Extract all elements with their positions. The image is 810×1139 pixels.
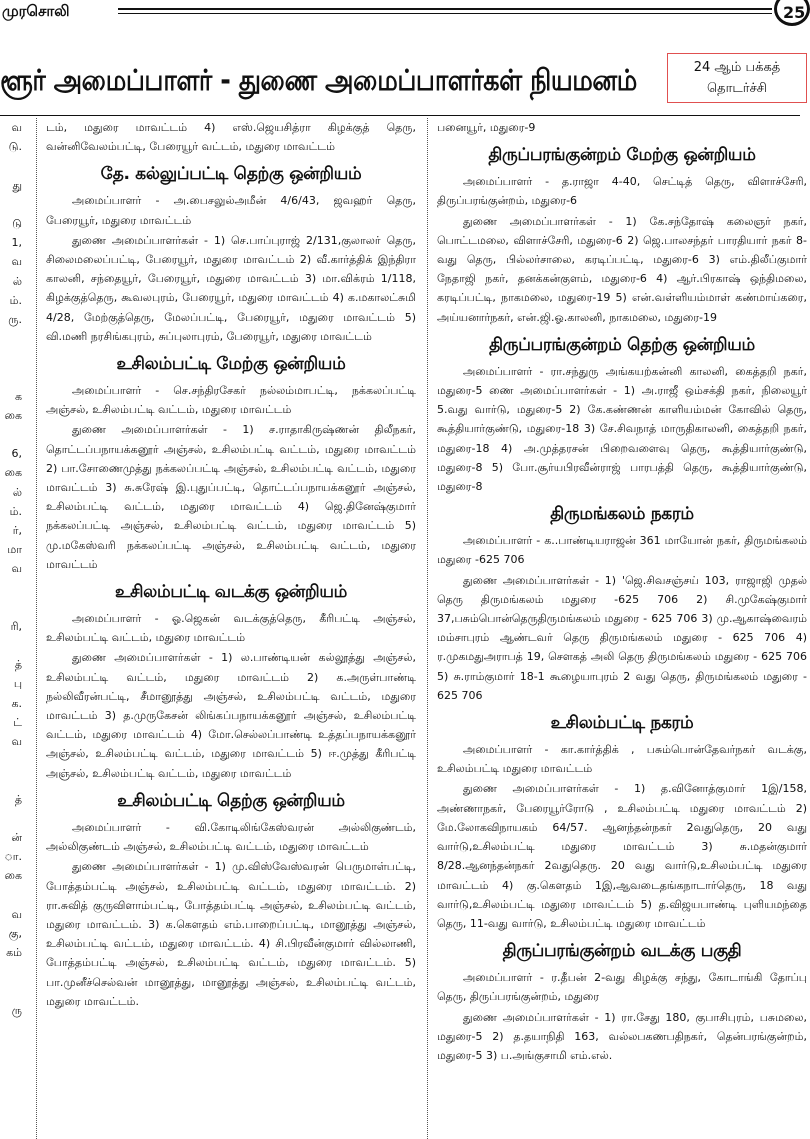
cropped-text-fragment: டு <box>12 216 22 230</box>
article-paragraph: துணை அமைப்பாளர்கள் - 1) ரா.சேது 180, குபாசிபுரம், பசுமலை, மதுரை-5 2) த.தயாநிதி 163, வல்லபகணபதிநகர், தென்பரங்குன்றம், மதுரை-5 3) ப.அங்குசாமி எம்.எல். <box>437 1010 807 1062</box>
cropped-text-fragment: ல் <box>12 274 22 288</box>
continuation-line-1: 24 ஆம் பக்கத் <box>693 60 781 75</box>
cropped-text-fragment: கு, <box>8 926 22 940</box>
article-paragraph: அமைப்பாளர் - த.ராஜா 4-40, செட்டித் தெரு, விளாச்சேரி, திருப்பரங்குன்றம், மதுரை-6 <box>437 175 807 208</box>
article-paragraph: அமைப்பாளர் - க..பாண்டியராஜன் 361 மாயோன் நகர், திருமங்கலம் மதுரை -625 706 <box>437 534 807 567</box>
cropped-text-fragment: வ <box>11 121 22 134</box>
cropped-text-fragment: வ <box>11 735 22 748</box>
cropped-text-fragment: த் <box>14 658 22 672</box>
section-heading: தே. கல்லுப்பட்டி தெற்கு ஒன்றியம் <box>100 164 362 185</box>
article-paragraph: துணை அமைப்பாளர்கள் - 1) மு.விஸ்வேஸ்வரன் பெருமாள்பட்டி, போத்தம்பட்டி அஞ்சல், உசிலம்பட்டி வட்டம், மதுரை மாவட்டம். 2) ரா.சுவித் குருவிளாம்பட்டி, போத்தம்பட்டி அஞ்சல், உசிலம்பட்டி வட்டம், மதுரை மாவட்டம். 3) க.கௌதம் எம்.பாறைப்பட்டி, மானூத்து அஞ்சல், உசிலம்பட்டி வட்டம், மதுரை மாவட்டம். 4) சி.பிரவீன்குமார் வில்லாணி, போத்தம்பட்டி அஞ்சல், உசிலம்பட்டி வட்டம், மதுரை மாவட்டம். 5) பா.முனீச்செல்வன் மானூத்து, மானூத்து அஞ்சல், உசிலம்பட்டி வட்டம், மதுரை மாவட்டம். <box>46 860 416 1008</box>
section-heading: உசிலம்பட்டி தெற்கு ஒன்றியம் <box>117 790 345 811</box>
cropped-text-fragment: வ <box>11 255 22 269</box>
cropped-text-fragment: ா. <box>4 850 22 864</box>
cropped-text-fragment: வ <box>11 907 22 921</box>
article-paragraph: துணை அமைப்பாளர்கள் - 1) கே.சந்தோஷ் கலைஞர் நகர், பொட்டமலை, விளாச்சேரி, மதுரை-6 2) ஜெ.பாலசந்தர் பாரதியார் நகர் 8-வது தெரு, பில்லர்சாலை, கரடிப்பட்டி, மதுரை-6 3) எம்.திலீப்குமார் நேதாஜி நகர், தனக்கன்குளம், மதுரை-6 4) ஆர்.பிரகாஷ் ஒந்திமலை, கரடிப்பட்டி, நாகமலை, மதுரை-19 5) என்.வள்ளியம்மாள் கண்மாய்கரை, அய்யனார்நகர், என்.ஜி.ஓ.காலனி, நாகமலை, மதுரை-19 <box>437 214 807 324</box>
section-heading: உசிலம்பட்டி வடக்கு ஒன்றியம் <box>115 582 347 603</box>
cropped-text-fragment: மா <box>7 543 22 557</box>
cropped-text-fragment: து <box>12 178 22 192</box>
cropped-text-fragment: ரி, <box>10 619 22 633</box>
article-paragraph: அமைப்பாளர் - ரா.சந்துரு அங்கயற்கன்னி காலனி, கைத்தறி நகர், மதுரை-5 ணை அமைப்பாளர்கள் - 1) அ.ராஜீ ஒம்சக்தி நகர், நிலையூர் 5.வது வார்டு, மதுரை-5 2) கே.கண்ணன் காளியம்மன் கோவில் தெரு, கூத்தியார்குண்டு, மதுரை-18 3) சே.சிவநாத் மாருதிகாலனி, கைத்தறி நகர், மதுரை-18 4) அ.முத்தரசன் பிறைவளைவு தெரு, கூத்தியார்குண்டு, மதுரை-8 5) போ.சூர்யபிரவீன்ராஜ் பாரபத்தி தெரு, கூத்தியார்குண்டு, மதுரை-8 <box>437 364 807 494</box>
cropped-text-fragment: கை <box>4 408 22 422</box>
headline-rule <box>0 115 800 116</box>
cropped-text-fragment: 6, <box>11 447 22 461</box>
article-paragraph: துணை அமைப்பாளர்கள் - 1) த.வினோத்குமார் 1இ/158, அண்ணாநகர், பேரையூர்ரோடு , உசிலம்பட்டி மதுரை மாவட்டம் 2) மே.லோகவிநாயகம் 64/57. ஆனந்தன்நகர் 2வதுதெரு, 20 வது வார்டு,உசிலம்பட்டி மதுரை மாவட்டம் 3) சு.மதன்குமார் 8/28.ஆனந்தன்நகர் 2வதுதெரு. 20 வது வார்டு,உசிலம்பட்டி மதுரை மாவட்டம் 4) கு.கௌதம் 1இ,ஆவடைதங்கநாடார்தெரு, 18 வது வார்டு,உசிலம்பட்டி மதுரை மாவட்டம் 5) த.விஜயபாண்டி புளியமந்தை தெரு, 11-வது வார்டு, உசிலம்பட்டி மதுரை மாவட்டம் <box>437 782 807 930</box>
masthead-rule <box>118 8 772 10</box>
cropped-text-fragment: கை <box>4 466 22 480</box>
page-number-badge: 25 <box>774 0 810 26</box>
middle-column <box>46 118 416 1139</box>
cropped-text-fragment: வ <box>11 562 22 576</box>
section-heading: உசிலம்பட்டி நகரம் <box>550 713 694 734</box>
right-column <box>437 118 807 1139</box>
column-divider <box>427 118 428 1139</box>
cropped-text-fragment: க. <box>11 696 22 710</box>
cropped-text-fragment: பு <box>13 677 22 691</box>
column-divider <box>36 118 37 1139</box>
article-paragraph: துணை அமைப்பாளர்கள் - 1) ச.ராதாகிருஷ்ணன் திலீநகர், தொட்டப்பநாயக்கனூர் அஞ்சல், உசிலம்பட்டி வட்டம், மதுரை மாவட்டம் 2) பா.சோணைமுத்து நக்கலப்பட்டி அஞ்சல், உசிலம்பட்டி வட்டம், மதுரை மாவட்டம் 3) சு.சுரேஷ் இ.புதுப்பட்டி, தொட்டப்பநாயக்கனூர் அஞ்சல், உசிலம்பட்டி வட்டம், மதுரை மாவட்டம் 4) ஜெ.தினேஷ்குமார் நக்கலப்பட்டி அஞ்சல், உசிலம்பட்டி வட்டம், மதுரை மாவட்டம் 5) மு.மகேஸ்வரி நக்கலப்பட்டி அஞ்சல், உசிலம்பட்டி வட்டம், மதுரை மாவட்டம் <box>46 423 416 571</box>
cropped-text-fragment <box>0 809 22 828</box>
article-paragraph: அமைப்பாளர் - அ.பைசலுல்அமீன் 4/6/43, ஜவஹர் தெரு, பேரையூர், மதுரை மாவட்டம் <box>46 194 416 227</box>
cropped-text-fragment: க <box>14 389 22 403</box>
cropped-text-fragment: கை <box>4 869 22 883</box>
article-paragraph: துணை அமைப்பாளர்கள் - 1) 'ஜெ.சிவசஞ்சய் 103, ராஜாஜி முதல் தெரு திருமங்கலம் மதுரை -625 706 2) சி.முகேஷ்குமார் 37,பசும்பொன்தெருதிருமங்கலம் மதுரை - 625 706 3) மு.ஆகாஷ்வைரம் மம்சாபுரம் ஆண்டவர் தெரு திருமங்கலம் மதுரை - 625 706 4) ர.முகமதுஅராபத் 19, சௌகத் அலி தெரு திருமங்கலம் மதுரை - 625 706 5) சு.ராம்குமார் 18-1 கூழையாபுரம் 2 வது தெரு, திருமங்கலம் மதுரை - 625 706 <box>437 573 807 702</box>
article-paragraph: அமைப்பாளர் - ஓ.ஜெகன் வடக்குத்தெரு, கீரிபட்டி அஞ்சல், உசிலம்பட்டி வட்டம், மதுரை மாவட்டம் <box>46 612 416 645</box>
article-paragraph: அமைப்பாளர் - ர.தீபன் 2-வது கிழக்கு சந்து, கோடாங்கி தோப்பு தெரு, திருப்பரங்குன்றம், மதுரை <box>437 971 807 1004</box>
newspaper-name: முரசொலி <box>2 2 70 20</box>
cropped-text-fragment <box>0 770 22 789</box>
cropped-text-fragment <box>0 598 22 617</box>
masthead <box>0 0 806 24</box>
article-paragraph: அமைப்பாளர் - கா.கார்த்திக் , பசும்பொன்தேவர்நகர் வடக்கு, உசிலம்பட்டி மதுரை மாவட்டம் <box>437 743 807 776</box>
article-paragraph: டம், மதுரை மாவட்டம் 4) எஸ்.ஜெயசித்ரா கிழக்குத் தெரு, வன்னிவேலம்பட்டி, பேரையூர் வட்டம், மதுரை மாவட்டம் <box>46 121 416 154</box>
cropped-text-fragment <box>0 195 22 214</box>
cropped-text-fragment: 1, <box>11 236 22 250</box>
cropped-text-fragment <box>0 579 22 598</box>
section-heading: உசிலம்பட்டி மேற்கு ஒன்றியம் <box>116 354 346 375</box>
section-heading: திருப்பரங்குன்றம் மேற்கு ஒன்றியம் <box>488 145 756 166</box>
article-paragraph: அமைப்பாளர் - வி.கோடிலிங்கேஸ்வரன் அல்லிகுண்டம், அல்லிகுண்டம் அஞ்சல், உசிலம்பட்டி வட்டம், மதுரை மாவட்டம் <box>46 820 416 854</box>
cropped-text-fragment: கம் <box>6 946 22 960</box>
cropped-text-fragment: ட் <box>13 715 22 729</box>
cropped-text-fragment: ரு. <box>8 312 22 326</box>
cropped-text-fragment: த் <box>14 792 22 806</box>
article-paragraph: துணை அமைப்பாளர்கள் - 1) செ.பாப்புராஜ் 2/131,குலாலர் தெரு, சிலைமலைப்பட்டி, பேரையூர், மதுரை மாவட்டம் 2) வீ.கார்த்திக் இந்திரா காலனி, சந்தையூர், பேரையூர், மதுரை மாவட்டம் 3) மா.விக்ரம் 1/118, கிழக்குத்தெரு, கூவலபுரம், பேரையூர், மதுரை மாவட்டம் 4) க.மகாலட்சுமி 4/28, மேற்குத்தெரு, மேலப்பட்டி, பேரையூர், மதுரை மாவட்டம் 5) வி.மணி நரசிங்கபுரம், சுப்புலாபுரம், பேரையூர், மதுரை மாவட்டம் <box>46 233 416 343</box>
cropped-text-fragment <box>0 886 22 905</box>
cropped-text-fragment <box>0 751 22 770</box>
cropped-text-fragment <box>0 367 22 386</box>
cropped-text-fragment: ம். <box>9 293 22 307</box>
headline: ளூர் அமைப்பாளர் - துணை அமைப்பாளர்கள் நியமனம் <box>0 63 637 97</box>
cropped-text-fragment <box>0 981 22 1000</box>
article-paragraph: துணை அமைப்பாளர்கள் - 1) ல.பாண்டியன் கல்லூத்து அஞ்சல், உசிலம்பட்டி வட்டம், மதுரை மாவட்டம் 2) க.அருள்பாண்டி நல்லிவீரன்பட்டி, சீமானூத்து அஞ்சல், உசிலம்பட்டி வட்டம், மதுரை மாவட்டம் 3) த.முருகேசன் லிங்கப்பநாயக்கனூர் அஞ்சல், உசிலம்பட்டி வட்டம், மதுரை மாவட்டம் 4) மோ.செல்லப்பாண்டி உத்தப்பநாயக்கனூர் அஞ்சல், உசிலம்பட்டி வட்டம், மதுரை மாவட்டம் 5) ஈ.முத்து கீரிபட்டி அஞ்சல், உசிலம்பட்டி வட்டம், மதுரை மாவட்டம் <box>46 651 416 780</box>
cropped-text-fragment <box>0 156 22 175</box>
left-column-fragments <box>0 118 22 1139</box>
cropped-text-fragment <box>0 425 22 444</box>
cropped-text-fragment <box>0 348 22 367</box>
cropped-text-fragment: ல் <box>12 485 22 499</box>
section-heading: திருமங்கலம் நகரம் <box>550 504 694 525</box>
cropped-text-fragment <box>0 329 22 348</box>
cropped-text-fragment: ர், <box>12 523 22 537</box>
cropped-text-fragment <box>0 636 22 655</box>
section-heading: திருப்பரங்குன்றம் வடக்கு பகுதி <box>502 941 742 962</box>
article-paragraph: பனையூர், மதுரை-9 <box>437 121 536 134</box>
article-paragraph: அமைப்பாளர் - செ.சந்திரசேகர் நல்லம்மாபட்டி, நக்கலப்பட்டி அஞ்சல், உசிலம்பட்டி வட்டம், மதுரை மாவட்டம் <box>46 384 416 417</box>
cropped-text-fragment: ம். <box>9 504 22 518</box>
cropped-text-fragment: டு. <box>8 140 22 154</box>
cropped-text-fragment: ன் <box>11 830 22 844</box>
cropped-text-fragment <box>0 962 22 981</box>
section-heading: திருப்பரங்குன்றம் தெற்கு ஒன்றியம் <box>489 334 755 355</box>
cropped-text-fragment: ரு <box>11 1003 22 1017</box>
continuation-line-2: தொடர்ச்சி <box>707 81 767 96</box>
masthead-rule-thin <box>118 13 772 14</box>
continuation-box <box>667 53 807 103</box>
